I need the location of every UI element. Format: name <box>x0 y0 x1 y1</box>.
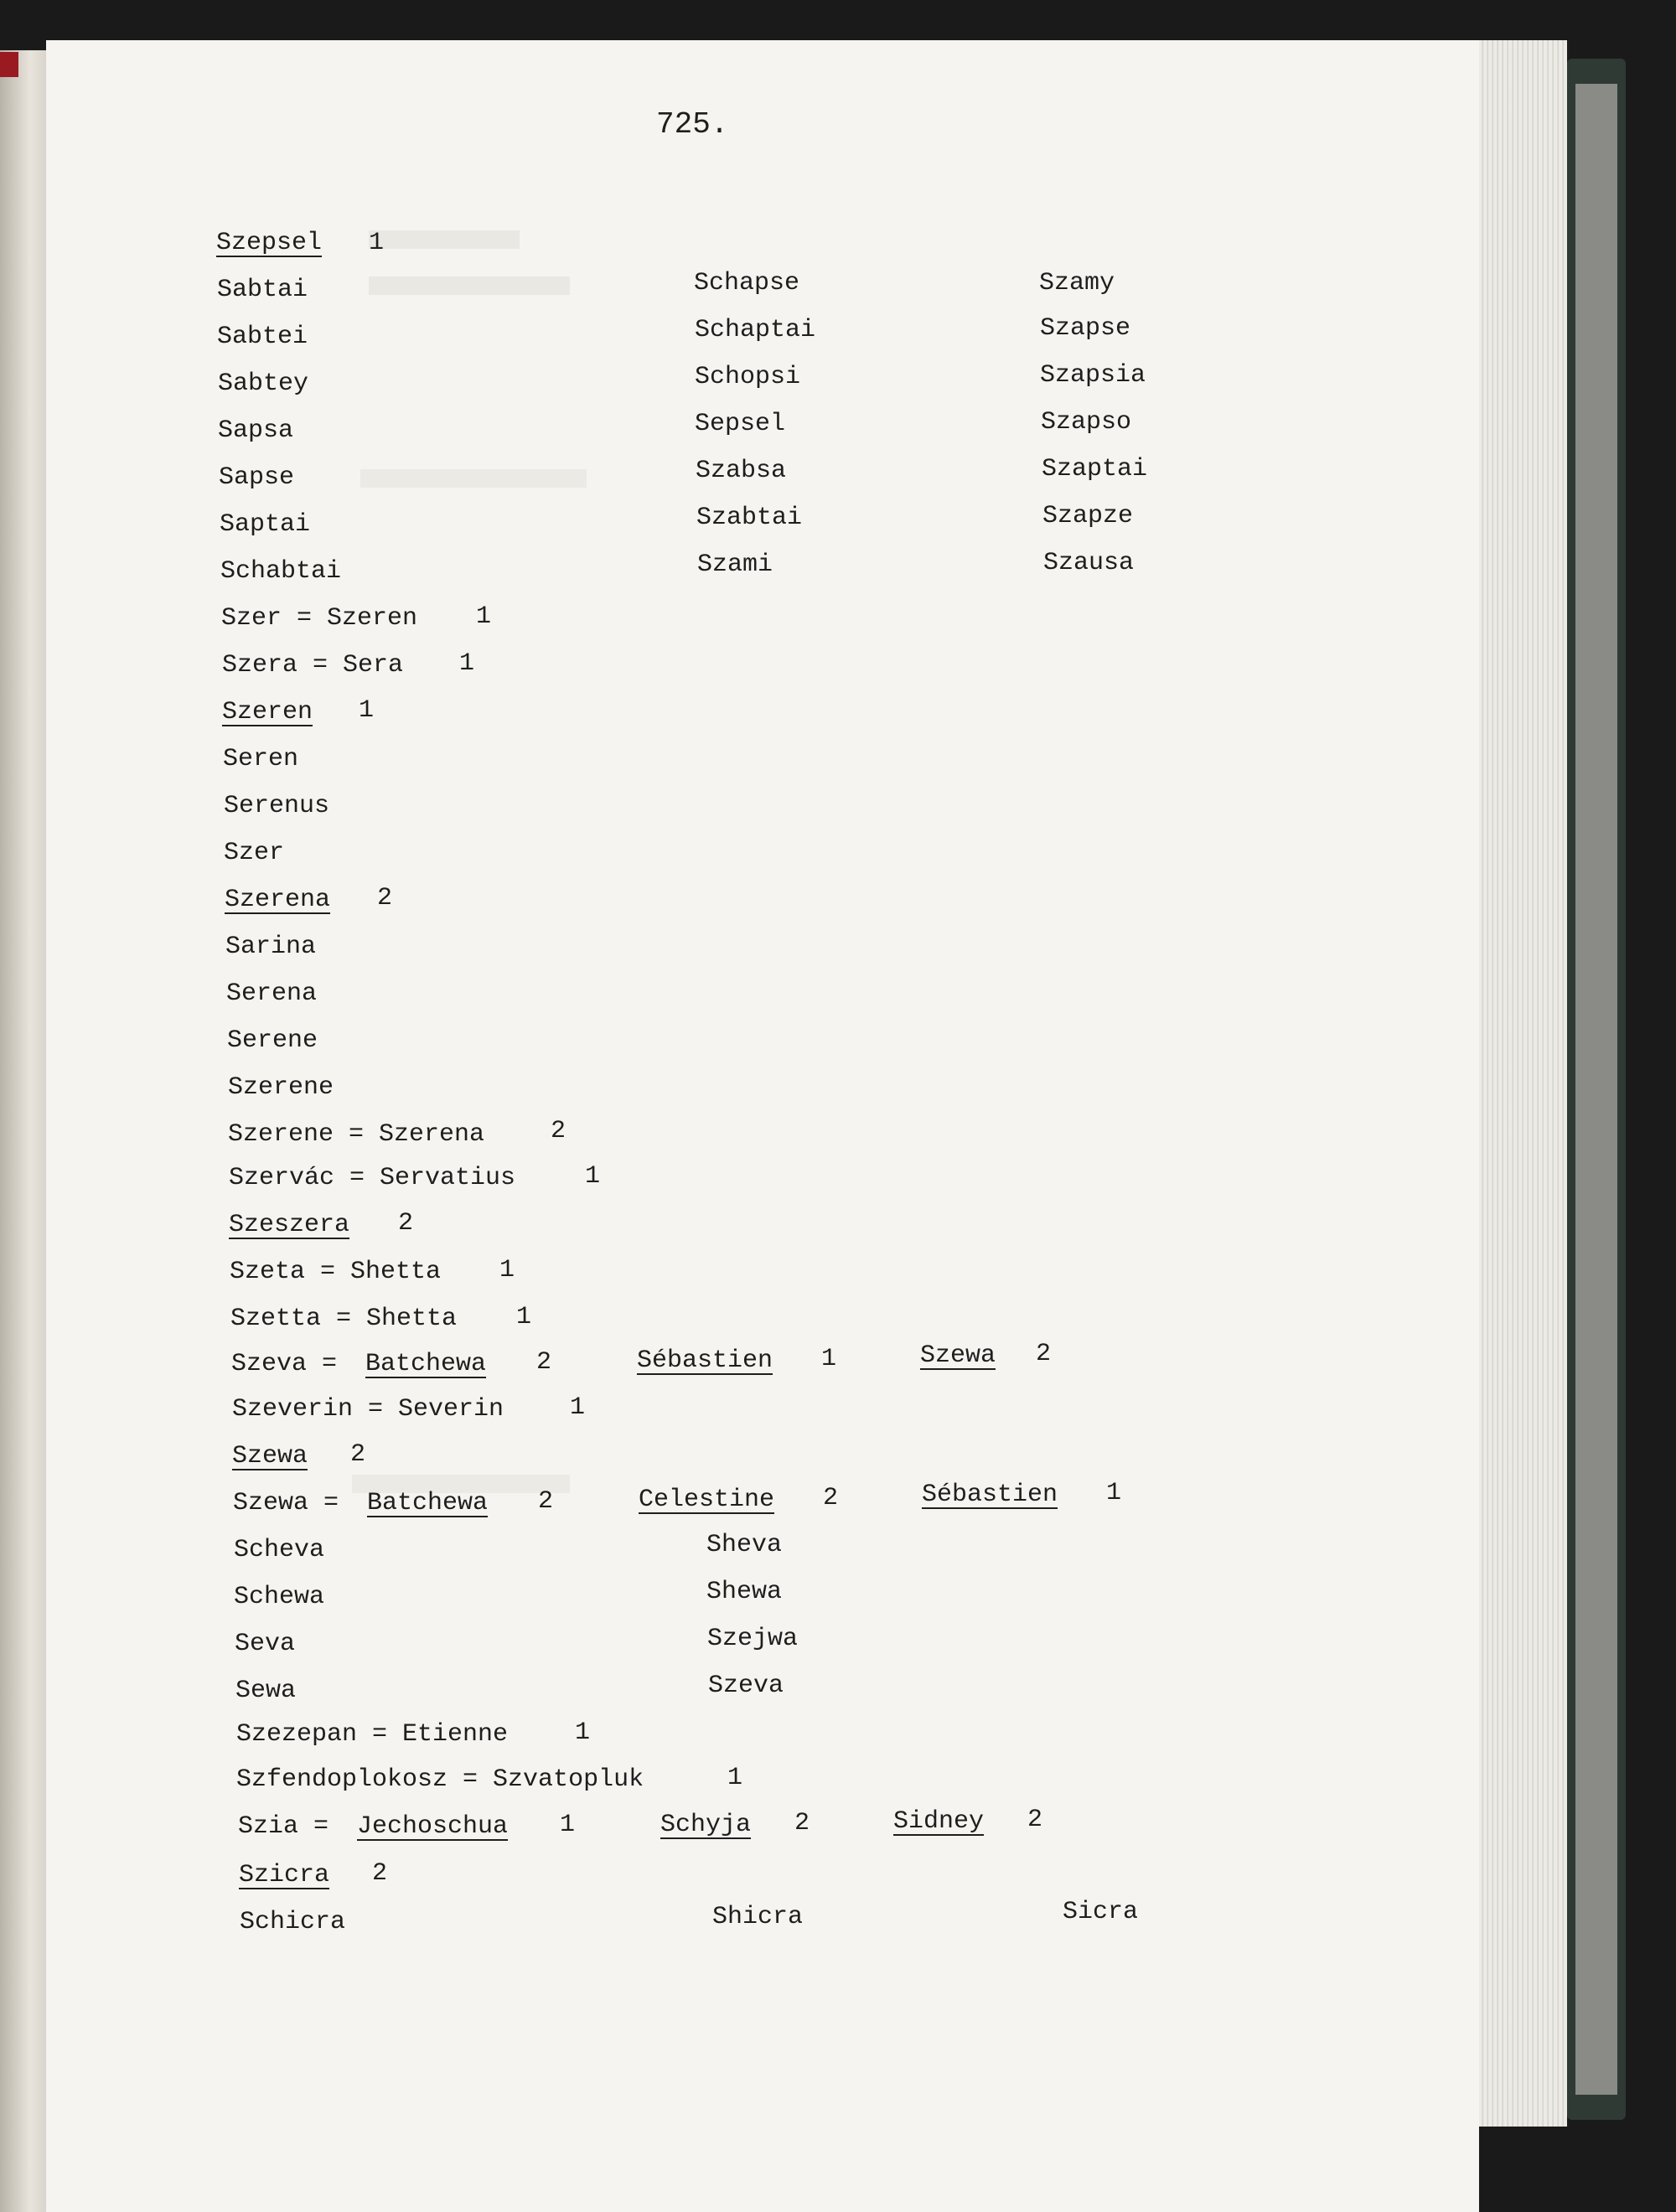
entry-line: Szera = Sera <box>222 651 404 680</box>
entry-count: 2 <box>350 1440 366 1469</box>
variant-col1: Sabtai <box>217 276 308 304</box>
entry-line: Szezepan = Etienne <box>236 1720 509 1749</box>
entry-line: Szfendoplokosz = Szvatopluk <box>236 1765 644 1794</box>
entry-line: Szerene = Szerena <box>228 1120 485 1149</box>
variant-col3: Sicra <box>1063 1898 1139 1926</box>
entry-count: 1 <box>459 649 475 678</box>
variant-col1: Seva <box>235 1630 296 1658</box>
variant-col3: Szaptai <box>1042 455 1148 483</box>
entry-count: 1 <box>476 602 492 631</box>
entry-count: 2 <box>377 884 393 912</box>
variant-line: Serenus <box>224 792 330 820</box>
variant-col1: Schabtai <box>220 557 342 586</box>
variant-col2: Sheva <box>706 1531 783 1559</box>
entry-heading: Szewa <box>232 1442 308 1470</box>
entry-line: Szeva = <box>231 1350 338 1378</box>
cross-ref: Celestine <box>639 1486 775 1514</box>
entry-count: 2 <box>1036 1340 1052 1368</box>
cross-ref: Schyja <box>660 1811 752 1839</box>
variant-col2: Sepsel <box>695 410 786 438</box>
variant-col1: Sapse <box>219 463 295 492</box>
cross-ref: Sébastien <box>922 1481 1058 1509</box>
variant-col1: Sabtey <box>218 370 309 398</box>
variant-line: Szer <box>224 839 285 867</box>
entry-count: 1 <box>1106 1479 1122 1507</box>
entry-count: 1 <box>727 1764 743 1792</box>
entry-count: 2 <box>536 1348 552 1377</box>
variant-line: Sarina <box>225 933 317 961</box>
variant-col3: Szausa <box>1043 549 1135 577</box>
variant-col1: Sapsa <box>218 416 294 445</box>
entry-count: 1 <box>369 229 385 257</box>
variant-col2: Schaptai <box>695 316 816 344</box>
variant-col3: Szapse <box>1040 314 1131 343</box>
entry-count: 1 <box>575 1718 591 1747</box>
entry-count: 2 <box>538 1487 554 1516</box>
entry-line: Szewa = <box>233 1489 339 1517</box>
variant-line: Szerene <box>228 1073 334 1102</box>
left-page-edge <box>0 50 50 2212</box>
variant-col3: Szapsia <box>1040 361 1146 390</box>
variant-col2: Szejwa <box>707 1625 799 1653</box>
entry-line: Szia = <box>238 1812 329 1841</box>
entry-count: 1 <box>499 1256 515 1284</box>
entry-count: 2 <box>551 1117 566 1145</box>
entry-heading: Szicra <box>239 1861 330 1889</box>
entry-line: Szeta = Shetta <box>230 1258 442 1286</box>
entry-count: 2 <box>823 1484 839 1512</box>
variant-col1: Saptai <box>220 510 311 539</box>
variant-line: Seren <box>223 745 299 773</box>
entry-count: 1 <box>516 1303 532 1331</box>
variant-col3: Szamy <box>1039 269 1115 297</box>
entry-count: 1 <box>821 1345 837 1373</box>
variant-col1: Schewa <box>234 1583 325 1611</box>
variant-col2: Shicra <box>712 1903 804 1931</box>
variant-col1: Schicra <box>240 1908 346 1936</box>
entry-count: 1 <box>560 1811 576 1839</box>
variant-col1: Scheva <box>234 1536 325 1564</box>
entry-count: 2 <box>1027 1806 1043 1834</box>
variant-col2: Szabsa <box>696 457 787 485</box>
variant-col2: Szabtai <box>696 504 803 532</box>
left-cover-spine <box>0 52 18 77</box>
entry-count: 1 <box>585 1162 601 1191</box>
page-number: 725. <box>656 107 729 142</box>
variant-col1: Sewa <box>235 1677 297 1705</box>
variant-col3: Szapso <box>1041 408 1132 437</box>
entry-heading: Szeszera <box>229 1211 350 1239</box>
variant-col2: Schapse <box>694 269 800 297</box>
variant-col2: Szeva <box>708 1672 784 1700</box>
variant-col2: Schopsi <box>695 363 801 391</box>
entry-line: Szeverin = Severin <box>232 1395 504 1424</box>
entry-count: 2 <box>398 1209 414 1238</box>
cross-ref: Sébastien <box>637 1346 773 1375</box>
entry-heading: Szeren <box>222 698 313 726</box>
variant-col3: Szapze <box>1042 502 1134 530</box>
cross-ref: Batchewa <box>367 1489 489 1517</box>
variant-col2: Shewa <box>706 1578 783 1606</box>
entry-szepsel: Szepsel <box>216 229 323 257</box>
entry-line: Szer = Szeren <box>221 604 418 633</box>
cross-ref: Batchewa <box>365 1350 487 1378</box>
cross-ref: Szewa <box>920 1341 996 1370</box>
entry-count: 2 <box>794 1809 810 1837</box>
entry-count: 1 <box>570 1393 586 1422</box>
entry-line: Szervác = Servatius <box>229 1164 516 1192</box>
variant-line: Serena <box>226 979 318 1008</box>
entry-count: 2 <box>372 1859 388 1888</box>
book-cover-inner <box>1575 84 1617 2095</box>
entry-heading: Szerena <box>225 886 331 914</box>
entry-count: 1 <box>359 696 375 725</box>
variant-line: Serene <box>227 1026 318 1055</box>
variant-col2: Szami <box>697 550 773 579</box>
cross-ref: Sidney <box>893 1807 985 1836</box>
entry-line: Szetta = Shetta <box>230 1305 458 1333</box>
variant-col1: Sabtei <box>217 323 308 351</box>
page-fore-edge <box>1479 40 1567 2127</box>
cross-ref: Jechoschua <box>357 1812 509 1841</box>
